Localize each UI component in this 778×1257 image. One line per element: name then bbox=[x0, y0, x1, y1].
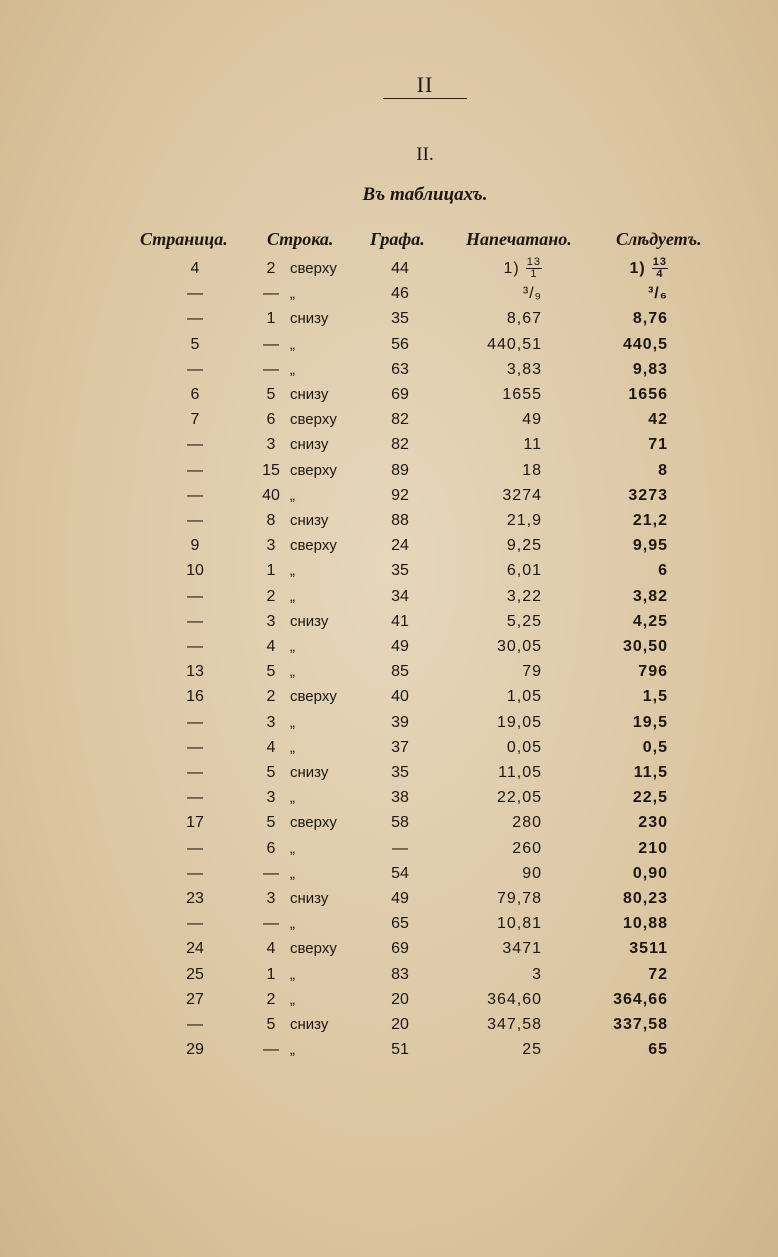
column-ref: 46 bbox=[391, 285, 409, 303]
table-row bbox=[0, 1038, 778, 1062]
column-ref: 34 bbox=[391, 587, 409, 605]
table-row bbox=[0, 408, 778, 432]
table-row bbox=[0, 459, 778, 483]
column-ref: 69 bbox=[391, 386, 409, 403]
column-ref: 69 bbox=[391, 940, 409, 958]
column-ref: 20 bbox=[391, 1016, 409, 1033]
column-ref: 56 bbox=[391, 335, 409, 353]
table-row bbox=[0, 912, 778, 936]
line-ref: 8 bbox=[266, 512, 276, 529]
line-position: „ bbox=[290, 335, 295, 353]
line-ref: 3 bbox=[266, 436, 276, 454]
line-ref: 2 bbox=[266, 260, 276, 277]
printed-value: 1655 bbox=[502, 386, 542, 403]
page-ref: 4 bbox=[190, 260, 200, 277]
line-position: сверху bbox=[290, 260, 337, 277]
line-ref: 5 bbox=[266, 386, 276, 403]
page-ref: 7 bbox=[190, 411, 200, 429]
line-position: сверху bbox=[290, 537, 337, 555]
table-row bbox=[0, 282, 778, 306]
printed-value: 25 bbox=[522, 1041, 542, 1059]
line-ref: — bbox=[263, 285, 279, 303]
page-ref: — bbox=[187, 612, 203, 630]
column-header-line: Строка. bbox=[267, 229, 334, 249]
printed-value: 8,67 bbox=[506, 310, 542, 328]
correct-value bbox=[560, 257, 668, 281]
page-ref: — bbox=[187, 713, 203, 731]
line-position: „ bbox=[290, 789, 295, 807]
line-ref: 1 bbox=[266, 310, 276, 328]
printed-value: 79 bbox=[522, 663, 542, 681]
printed-value: 22,05 bbox=[496, 789, 542, 807]
printed-value: 5,25 bbox=[506, 612, 542, 630]
page-ref: 23 bbox=[186, 890, 204, 907]
line-position: снизу bbox=[290, 436, 329, 454]
line-position: „ bbox=[290, 713, 295, 731]
page-ref: 17 bbox=[186, 814, 204, 832]
correct-value: 0,90 bbox=[632, 864, 668, 882]
correct-value: 364,66 bbox=[613, 990, 668, 1008]
correct-value: 9,95 bbox=[632, 537, 668, 555]
correct-value: 21,2 bbox=[632, 512, 668, 529]
section-number: II. bbox=[416, 144, 434, 165]
correct-value: 3273 bbox=[628, 486, 668, 504]
line-position: сверху bbox=[290, 688, 337, 706]
page-ref: — bbox=[187, 461, 203, 479]
printed-value: 30,05 bbox=[496, 638, 542, 655]
correct-value: 440,5 bbox=[622, 335, 668, 353]
line-position: сверху bbox=[290, 461, 337, 479]
line-position: сверху bbox=[290, 814, 337, 832]
table-row bbox=[0, 333, 778, 357]
page-ref: 13 bbox=[186, 663, 204, 681]
line-position: „ bbox=[290, 839, 295, 857]
printed-value: 11 bbox=[523, 436, 542, 454]
header-rule bbox=[383, 98, 467, 99]
line-ref: — bbox=[263, 335, 279, 353]
column-header-printed: Напечатано. bbox=[466, 229, 572, 249]
column-ref: 35 bbox=[391, 764, 409, 781]
table-row bbox=[0, 887, 778, 911]
page-ref: — bbox=[187, 738, 203, 756]
table-row bbox=[0, 685, 778, 709]
line-position: снизу bbox=[290, 310, 329, 328]
line-ref: 6 bbox=[266, 411, 276, 429]
page-number: II bbox=[416, 72, 434, 97]
printed-value: 3,22 bbox=[506, 587, 542, 605]
correct-value: 8 bbox=[658, 461, 668, 479]
table-row bbox=[0, 862, 778, 886]
column-ref: — bbox=[392, 839, 408, 857]
table-row bbox=[0, 358, 778, 382]
printed-fraction bbox=[526, 257, 542, 280]
line-ref: 3 bbox=[266, 612, 276, 630]
table-row bbox=[0, 585, 778, 609]
column-ref: 92 bbox=[391, 486, 409, 504]
correct-value: 65 bbox=[648, 1041, 668, 1059]
column-ref: 38 bbox=[391, 789, 409, 807]
line-ref: 40 bbox=[262, 486, 280, 504]
table-row bbox=[0, 711, 778, 735]
printed-value: 9,25 bbox=[506, 537, 542, 555]
column-ref: 51 bbox=[391, 1041, 409, 1059]
line-position: „ bbox=[290, 562, 295, 580]
column-ref: 65 bbox=[391, 915, 409, 933]
line-ref: 4 bbox=[266, 940, 276, 958]
line-ref: — bbox=[263, 915, 279, 933]
correct-value: 0,5 bbox=[642, 738, 668, 756]
correct-value: 22,5 bbox=[632, 789, 668, 807]
printed-value: 3471 bbox=[502, 940, 542, 958]
line-position: „ bbox=[290, 486, 295, 504]
column-ref: 20 bbox=[391, 990, 409, 1008]
line-ref: 5 bbox=[266, 663, 276, 681]
table-row bbox=[0, 937, 778, 961]
line-ref: 15 bbox=[262, 461, 280, 479]
column-header-page: Страница. bbox=[140, 229, 228, 249]
fraction-numerator: 13 bbox=[652, 256, 667, 269]
line-position: сверху bbox=[290, 940, 337, 958]
page-ref: 24 bbox=[186, 940, 204, 958]
page-ref: 10 bbox=[186, 562, 204, 580]
line-ref: 5 bbox=[266, 764, 276, 781]
page-ref: — bbox=[187, 436, 203, 454]
line-position: „ bbox=[290, 663, 295, 681]
page-ref: — bbox=[187, 310, 203, 328]
column-ref: 35 bbox=[391, 562, 409, 580]
correct-fraction bbox=[652, 257, 668, 280]
line-ref: 2 bbox=[266, 990, 276, 1008]
correct-value: 1656 bbox=[628, 386, 668, 403]
page-ref: 6 bbox=[190, 386, 200, 403]
table-row bbox=[0, 534, 778, 558]
line-position: снизу bbox=[290, 512, 329, 529]
column-ref: 63 bbox=[391, 360, 409, 378]
correct-value: 6 bbox=[658, 562, 668, 580]
correct-value: 3,82 bbox=[632, 587, 668, 605]
column-header-column: Графа. bbox=[370, 229, 425, 249]
line-ref: 1 bbox=[266, 562, 276, 580]
line-position: „ bbox=[290, 587, 295, 605]
column-ref: 88 bbox=[391, 512, 409, 529]
table-row bbox=[0, 559, 778, 583]
printed-value: ³/₉ bbox=[522, 285, 542, 303]
line-ref: 6 bbox=[266, 839, 276, 857]
column-ref: 82 bbox=[391, 436, 409, 454]
correct-value: 8,76 bbox=[632, 310, 668, 328]
printed-value: 347,58 bbox=[487, 1016, 542, 1033]
printed-value: 280 bbox=[512, 814, 542, 832]
line-ref: 1 bbox=[266, 965, 276, 983]
column-ref: 54 bbox=[391, 864, 409, 882]
printed-value: 49 bbox=[522, 411, 542, 429]
line-position: „ bbox=[290, 1041, 295, 1059]
correct-value: 337,58 bbox=[613, 1016, 668, 1033]
table-row bbox=[0, 307, 778, 331]
printed-value: 21,9 bbox=[506, 512, 542, 529]
page-ref: — bbox=[187, 915, 203, 933]
correct-value: 71 bbox=[648, 436, 668, 454]
page-ref: — bbox=[187, 789, 203, 807]
table-row bbox=[0, 635, 778, 659]
printed-value: 79,78 bbox=[496, 890, 542, 907]
line-position: снизу bbox=[290, 890, 329, 907]
table-row bbox=[0, 484, 778, 508]
correct-value: 3511 bbox=[629, 940, 668, 958]
page-ref: — bbox=[187, 360, 203, 378]
line-position: сверху bbox=[290, 411, 337, 429]
table-row bbox=[0, 988, 778, 1012]
line-ref: 5 bbox=[266, 814, 276, 832]
line-position: „ bbox=[290, 965, 295, 983]
column-header-correct: Слѣдуетъ. bbox=[616, 229, 702, 249]
correct-value: 30,50 bbox=[622, 638, 668, 655]
page-ref: — bbox=[187, 864, 203, 882]
correct-value: 10,88 bbox=[622, 915, 668, 933]
printed-value: 3,83 bbox=[506, 360, 542, 378]
printed-value: 18 bbox=[522, 461, 542, 479]
line-position: „ bbox=[290, 990, 295, 1008]
column-ref: 41 bbox=[391, 612, 409, 630]
line-ref: 3 bbox=[266, 890, 276, 907]
fraction-numerator: 13 bbox=[526, 256, 541, 269]
column-ref: 82 bbox=[391, 411, 409, 429]
line-ref: — bbox=[263, 360, 279, 378]
column-ref: 58 bbox=[391, 814, 409, 832]
table-row bbox=[0, 761, 778, 785]
table-row bbox=[0, 433, 778, 457]
page-ref: — bbox=[187, 285, 203, 303]
correct-value: 1,5 bbox=[642, 688, 668, 706]
column-ref: 89 bbox=[391, 461, 409, 479]
line-position: снизу bbox=[290, 386, 329, 403]
line-position: снизу bbox=[290, 764, 329, 781]
line-ref: 4 bbox=[266, 638, 276, 655]
printed-value: 260 bbox=[512, 839, 542, 857]
page-ref: 5 bbox=[190, 335, 200, 353]
correct-value: 210 bbox=[638, 839, 668, 857]
column-ref: 35 bbox=[391, 310, 409, 328]
line-ref: 5 bbox=[266, 1016, 276, 1033]
page-ref: 9 bbox=[190, 537, 200, 555]
fraction-denominator: 1 bbox=[530, 268, 538, 281]
page-ref: — bbox=[187, 839, 203, 857]
page-ref: 29 bbox=[186, 1041, 204, 1059]
page-ref: — bbox=[187, 638, 203, 655]
printed-value: 1,05 bbox=[506, 688, 542, 706]
table-row bbox=[0, 257, 778, 281]
section-title: Въ таблицахъ. bbox=[362, 184, 488, 205]
line-ref: 3 bbox=[266, 713, 276, 731]
line-position: „ bbox=[290, 285, 295, 303]
table-row bbox=[0, 736, 778, 760]
line-position: снизу bbox=[290, 1016, 329, 1033]
column-ref: 49 bbox=[391, 890, 409, 907]
table-row bbox=[0, 963, 778, 987]
printed-value: 10,81 bbox=[496, 915, 542, 933]
column-ref: 39 bbox=[391, 713, 409, 731]
correct-value: ³/₆ bbox=[647, 285, 668, 303]
correct-footnote-mark: 1) bbox=[629, 260, 646, 277]
correct-value: 11,5 bbox=[633, 764, 668, 781]
column-ref: 37 bbox=[391, 738, 409, 756]
correct-value: 9,83 bbox=[632, 360, 668, 378]
line-ref: 3 bbox=[266, 789, 276, 807]
column-ref: 40 bbox=[391, 688, 409, 706]
page-ref: 25 bbox=[186, 965, 204, 983]
table-row bbox=[0, 786, 778, 810]
line-position: „ bbox=[290, 638, 295, 655]
printed-value: 364,60 bbox=[487, 990, 542, 1008]
line-ref: 3 bbox=[266, 537, 276, 555]
correct-value: 72 bbox=[648, 965, 668, 983]
correct-value: 796 bbox=[638, 663, 668, 681]
column-ref: 83 bbox=[391, 965, 409, 983]
correct-value: 230 bbox=[638, 814, 668, 832]
line-position: „ bbox=[290, 864, 295, 882]
column-ref: 49 bbox=[391, 638, 409, 655]
printed-value: 3274 bbox=[502, 486, 542, 504]
line-ref: 2 bbox=[266, 688, 276, 706]
line-position: „ bbox=[290, 738, 295, 756]
column-ref: 24 bbox=[391, 537, 409, 555]
printed-value: 90 bbox=[522, 864, 542, 882]
page-ref: — bbox=[187, 1016, 203, 1033]
page-ref: — bbox=[187, 587, 203, 605]
line-position: снизу bbox=[290, 612, 329, 630]
page-ref: 16 bbox=[186, 688, 204, 706]
table-row bbox=[0, 509, 778, 533]
fraction-denominator: 4 bbox=[656, 268, 664, 281]
printed-value: 440,51 bbox=[487, 335, 542, 353]
table-row bbox=[0, 383, 778, 407]
printed-value: 0,05 bbox=[506, 738, 542, 756]
correct-value: 4,25 bbox=[632, 612, 668, 630]
printed-value: 11,05 bbox=[498, 764, 542, 781]
correct-value: 80,23 bbox=[622, 890, 668, 907]
line-ref: — bbox=[263, 864, 279, 882]
line-ref: 4 bbox=[266, 738, 276, 756]
page-ref: — bbox=[187, 512, 203, 529]
line-position: „ bbox=[290, 915, 295, 933]
table-row bbox=[0, 837, 778, 861]
page-ref: — bbox=[187, 764, 203, 781]
printed-footnote-mark: 1) bbox=[503, 260, 520, 277]
printed-value bbox=[430, 257, 542, 281]
page-ref: — bbox=[187, 486, 203, 504]
table-row bbox=[0, 1013, 778, 1037]
printed-value: 6,01 bbox=[506, 562, 542, 580]
line-ref: — bbox=[263, 1041, 279, 1059]
line-position: „ bbox=[290, 360, 295, 378]
table-row bbox=[0, 610, 778, 634]
table-row bbox=[0, 660, 778, 684]
printed-value: 19,05 bbox=[496, 713, 542, 731]
table-row bbox=[0, 811, 778, 835]
printed-value: 3 bbox=[532, 965, 542, 983]
page-ref: 27 bbox=[186, 990, 204, 1008]
column-ref: 44 bbox=[391, 260, 409, 277]
correct-value: 19,5 bbox=[632, 713, 668, 731]
line-ref: 2 bbox=[266, 587, 276, 605]
correct-value: 42 bbox=[648, 411, 668, 429]
column-ref: 85 bbox=[391, 663, 409, 681]
